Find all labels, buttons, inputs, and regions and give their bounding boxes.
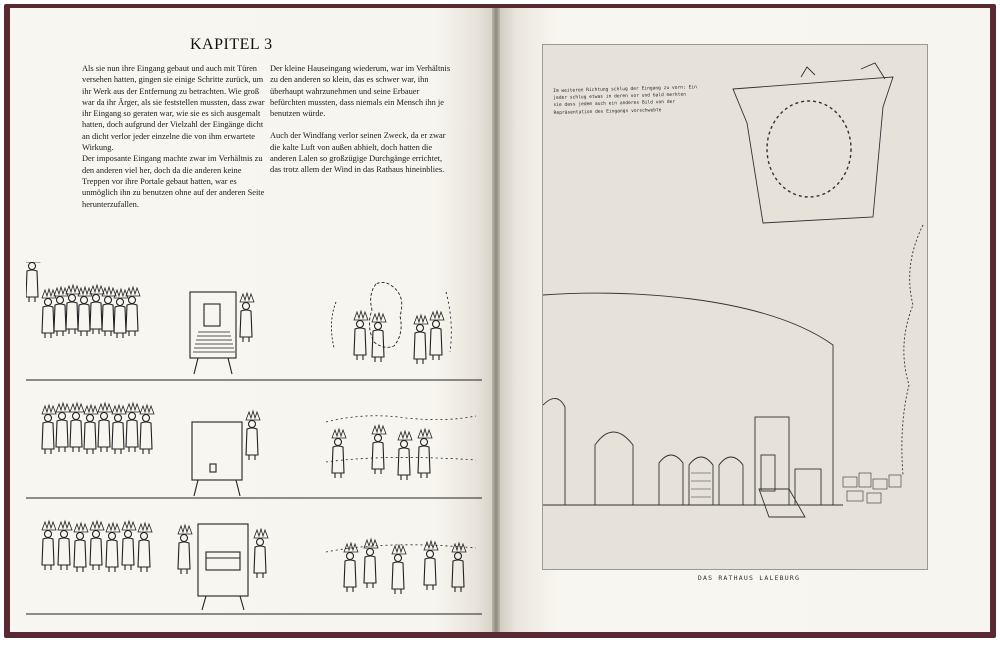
text-column-2 (270, 63, 454, 176)
note-line: Repräsentation des Eingangs vorschwebte (553, 107, 662, 116)
chapter-title: KAPITEL 3 (190, 36, 273, 53)
paragraph: Der imposante Eingang machte zwar im Verhältnis zu den anderen viel her, doch da die anderen keine Treppen vor ihre Portale gebaut hatten, war es unmöglich ihn zu benutzen ohne auf der anderen Seite herunterzufallen. (82, 154, 265, 209)
comic-illustration (26, 262, 482, 622)
paragraph: Als sie nun ihre Eingang gebaut und auch mit Türen versehen hatten, gingen sie einige Schritte zurück, um ihr Werk aus der Entfernung zu betrachten. Wie groß war da ihr Ärger, als sie feststellen mussten, dass zwar ihr Eingang so geraten war, wie sie es sich ausgemalt hatten, doch aufgrund der Vielzahl der Eingänge dicht an dicht verlor jeder einzelne die von ihm erwartete Wirkung. (82, 64, 265, 153)
etching-caption: DAS RATHAUS LALEBURG (697, 574, 801, 582)
note-line: sie dass jedem auch ein anderes Bild von der (553, 100, 676, 109)
text-column-1 (82, 63, 266, 210)
vine (902, 225, 923, 475)
doorway-frame (190, 292, 236, 374)
note-line: Im weiteren Richtung schlug der Eingang zu vorn: Ein (553, 85, 697, 94)
book-gutter (492, 8, 500, 632)
dotted-landscape (326, 416, 476, 462)
figure-group (26, 262, 40, 302)
tree-scene (331, 282, 451, 352)
doorway-frame (198, 524, 248, 610)
arch-doorways (543, 398, 821, 517)
paragraph: Der kleine Hauseingang wiederum, war im Verhältnis zu den anderen so klein, das es schwer war, ihn überhaupt wahrzunehmen und seine Erbauer befürchten mussten, dass niemals ein Mensch ihn je benutzen würde. (270, 64, 451, 119)
rathaus-wall (543, 293, 833, 505)
rathaus-etching (542, 44, 928, 570)
paragraph: Auch der Windfang verlor seinen Zweck, da er zwar die kalte Luft von außen abhielt, doch hatten die anderen Lalen so großzügige Durchgänge errichtet, das trotz allem der Wind in das Rathaus hineinblies. (270, 131, 446, 175)
doorway-frame (192, 422, 242, 496)
village (843, 473, 901, 503)
note-line: jeder schlug etwas in deren vor und bald merkten (553, 92, 687, 102)
etching-handwritten-note (553, 84, 712, 117)
plan-diagram (733, 63, 893, 223)
